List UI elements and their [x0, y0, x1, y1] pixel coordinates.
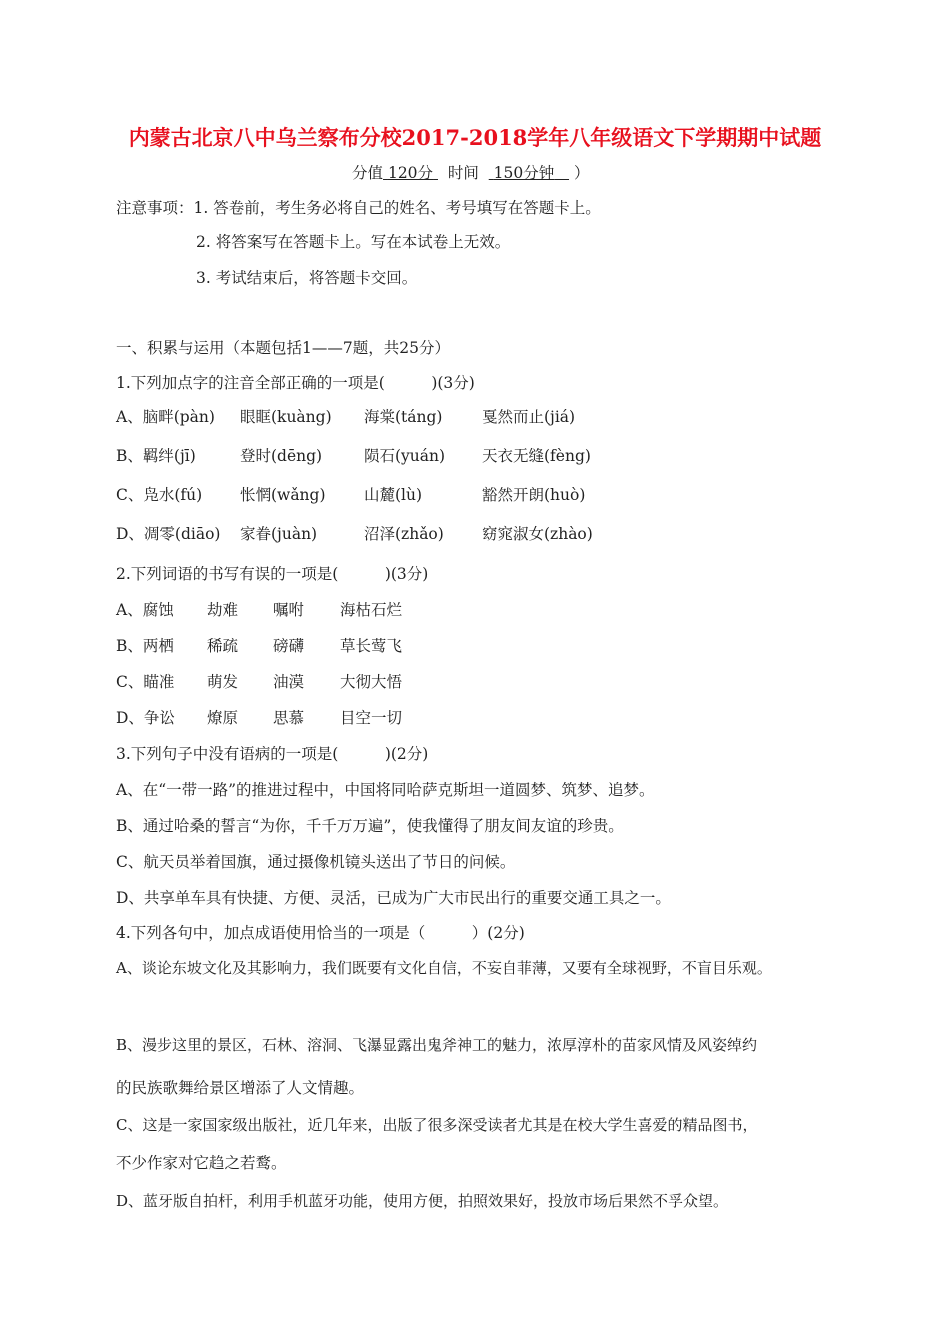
q2-c-4: 大彻大悟: [340, 673, 403, 691]
q2-c-3: 油漠: [273, 673, 305, 691]
q1-a-1: A、脑畔(pàn): [116, 408, 215, 426]
q3-option-b: B、通过哈桑的誓言“为你，千千万万遍”，使我懂得了朋友间友谊的珍贵。: [116, 817, 624, 835]
q2-a-2: 劫难: [207, 601, 239, 619]
q4-option-c-line2: 不少作家对它趋之若鹜。: [116, 1154, 287, 1172]
q2-a-4: 海枯石烂: [340, 601, 403, 619]
q1-a-4: 戛然而止(jiá): [482, 408, 576, 426]
q2-b-4: 草长莺飞: [340, 637, 403, 655]
q1-b-1: B、羁绊(jī): [116, 447, 196, 465]
exam-title: 内蒙古北京八中乌兰察布分校2017-2018学年八年级语文下学期期中试题: [128, 125, 822, 150]
q1-c-2: 怅惘(wǎng): [240, 486, 326, 504]
score-value: 120分: [387, 164, 434, 182]
q4-option-b-line1: B、漫步这里的景区，石林、溶洞、飞瀑显露出鬼斧神工的魅力，浓厚淳朴的苗家风情及风姿绰约: [116, 1036, 758, 1054]
q2-stem: 2.下列词语的书写有误的一项是( )(3分): [116, 565, 429, 583]
q1-stem: 1.下列加点字的注音全部正确的一项是( )(3分): [116, 374, 475, 392]
q1-a-3: 海棠(táng): [364, 408, 443, 426]
q1-d-2: 家眷(juàn): [240, 525, 318, 543]
q2-d-2: 燎原: [207, 709, 239, 727]
q2-d-4: 目空一切: [340, 709, 403, 727]
q1-b-4: 天衣无缝(fèng): [482, 447, 591, 465]
q2-c-1: C、瞄准: [116, 673, 175, 691]
q1-b-2: 登时(dēng): [240, 447, 323, 465]
q1-c-3: 山麓(lù): [364, 486, 423, 504]
q2-d-1: D、争讼: [116, 709, 175, 727]
q3-option-d: D、共享单车具有快捷、方便、灵活，已成为广大市民出行的重要交通工具之一。: [116, 889, 671, 907]
q2-b-2: 稀疏: [207, 637, 239, 655]
q4-option-a: A、谈论东坡文化及其影响力，我们既要有文化自信，不妄自菲薄，又要有全球视野，不盲目乐观。: [116, 959, 772, 977]
q3-stem: 3.下列句子中没有语病的一项是( )(2分): [116, 745, 429, 763]
q2-b-1: B、两栖: [116, 637, 174, 655]
score-time-line: 分值 120分 时间 150分钟 ）: [352, 164, 590, 182]
q1-d-3: 沼泽(zhǎo): [364, 525, 444, 543]
q4-option-d: D、蓝牙版自拍杆，利用手机蓝牙功能，使用方便，拍照效果好，投放市场后果然不孚众望。: [116, 1192, 729, 1210]
q1-c-1: C、凫水(fú): [116, 486, 203, 504]
time-label: 时间: [447, 164, 479, 182]
note-2: 2. 将答案写在答题卡上。写在本试卷上无效。: [196, 233, 511, 251]
time-value: 150分钟: [493, 164, 555, 182]
section-heading: 一、积累与运用（本题包括1——7题，共25分）: [116, 339, 450, 357]
note-3: 3. 考试结束后，将答题卡交回。: [196, 269, 418, 287]
score-label: 分值: [352, 164, 384, 182]
q4-option-b-line2: 的民族歌舞给景区增添了人文情趣。: [116, 1079, 365, 1097]
q1-b-3: 陨石(yuán): [364, 447, 446, 465]
q1-d-1: D、凋零(diāo): [116, 525, 221, 543]
q2-c-2: 萌发: [207, 673, 239, 691]
q4-stem: 4.下列各句中，加点成语使用恰当的一项是（ ）(2分): [116, 924, 525, 942]
q3-option-a: A、在“一带一路”的推进过程中，中国将同哈萨克斯坦一道圆梦、筑梦、追梦。: [116, 781, 655, 799]
q2-d-3: 思慕: [273, 709, 305, 727]
q3-option-c: C、航天员举着国旗，通过摄像机镜头送出了节日的问候。: [116, 853, 516, 871]
q1-a-2: 眼眶(kuàng): [240, 408, 332, 426]
q2-b-3: 磅礴: [273, 637, 305, 655]
q4-option-c-line1: C、这是一家国家级出版社，近几年来，出版了很多深受读者尤其是在校大学生喜爱的精品图书，: [116, 1116, 758, 1134]
q1-c-4: 豁然开朗(huò): [482, 486, 586, 504]
q2-a-3: 嘱咐: [273, 601, 305, 619]
q2-a-1: A、腐蚀: [116, 601, 174, 619]
q1-d-4: 窈窕淑女(zhào): [482, 525, 593, 543]
note-1: 注意事项：1. 答卷前，考生务必将自己的姓名、考号填写在答题卡上。: [116, 199, 601, 217]
